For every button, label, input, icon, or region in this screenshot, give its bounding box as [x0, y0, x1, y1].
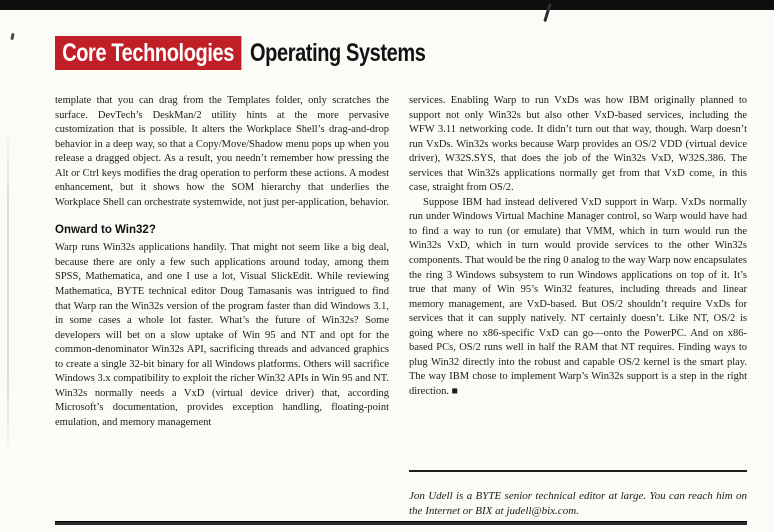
subhead-onward-to-win32: Onward to Win32? — [55, 224, 156, 237]
right-column — [409, 94, 747, 399]
bio-divider-rule — [409, 470, 747, 472]
scan-gutter-shadow — [7, 120, 9, 460]
kicker-badge — [55, 36, 241, 70]
top-rule-bar — [0, 0, 774, 10]
paragraph-right-1: services. Enabling Warp to run VxDs was how IBM originally planned to support not only Win32s but also other VxD-based services, including the WFW 3.11 networking code. It didn’t turn out that way, though. Warp doesn’t run VxDs. Win32s works because Warp provides an OS/2 VDD (virtual device driver), W32S.SYS, that does the job of the Win32s VxD, W32S.386. The services that Win32s applications normally get from that VxD come, in this case, straight from OS/2. — [409, 95, 747, 194]
paragraph-right-2: Suppose IBM had instead delivered VxD support in Warp. VxDs normally run under Windows Virtual Machine Manager control, so Warp would have had to find a way to run (or emulate) that VMM, which in turn would run the Win32s VxD, which in turn would provide services to the other Win32s components. That would be the ring 0 analog to the way Warp now encapsulates the ring 3 Windows subsystem to run Windows applications on top of it. It’s true that many of Win 95’s Win32 features, including threads and linear memory management, are VxD-based. But OS/2 shouldn’t require VxDs for services that it can supply natively. NT certainly doesn’t. Like NT, OS/2 is going where no x86-specific VxD can go—onto the PowerPC. And on x86-based PCs, OS/2 runs well in half the RAM that NT requires. Finding ways to plug Win32 directly into the robust and capable OS/2 kernel is the smart play. The way IBM chose to implement Warp’s Win32s support is a step in the right direction. ■ — [409, 196, 747, 397]
section-title: Operating Systems — [250, 38, 426, 67]
paragraph-left-2: Warp runs Win32s applications handily. That might not seem like a big deal, because there are only a few such applications around today, among them SPSS, Mathematica, and one I use a lot, Visual SlickEdit. While reviewing Mathematica, BYTE technical editor Doug Tamasanis was intrigued to find that Warp ran the Win32s version of the program faster than did Windows 3.1, in some cases a whole lot faster. What’s the future of Win32s? Some developers will bet on a slow uptake of Win 95 and NT and opt for the common-denominator Win32s API, sacrificing threads and advanced graphics to create a single 32-bit binary for all Windows platforms. Others will sacrifice Windows 3.x compatibility to exploit the richer Win32 APIs in Win 95 and NT. Win32s normally needs a VxD (virtual device driver) that, according Microsoft’s documentation, provides exception handling, floating-point emulation, and memory management — [55, 242, 389, 428]
kicker-label: Core Technologies — [62, 38, 234, 67]
bottom-rule — [55, 521, 747, 525]
scan-speck — [10, 33, 14, 40]
paragraph-left-1: template that you can drag from the Templates folder, only scratches the surface. DevTech’s DeskMan/2 utility hints at the more pervasive customization that is possible. It alters the Workplace Shell’s drag-and-drop behavior in a deep way, so that a Copy/Move/Shadow menu pops up when you release a dragged object. As a result, you needn’t remember how pressing the Alt or Ctrl keys modifies the drag operation to perform these actions. A modest enhancement, but it shows how the SOM hierarchy that underlies the Workplace Shell can orchestrate systemwide, not just per-application, behavior. — [55, 95, 389, 208]
left-column — [55, 94, 389, 430]
author-bio: Jon Udell is a BYTE senior technical editor at large. You can reach him on the Internet or BIX at judell@bix.com. — [409, 490, 747, 517]
